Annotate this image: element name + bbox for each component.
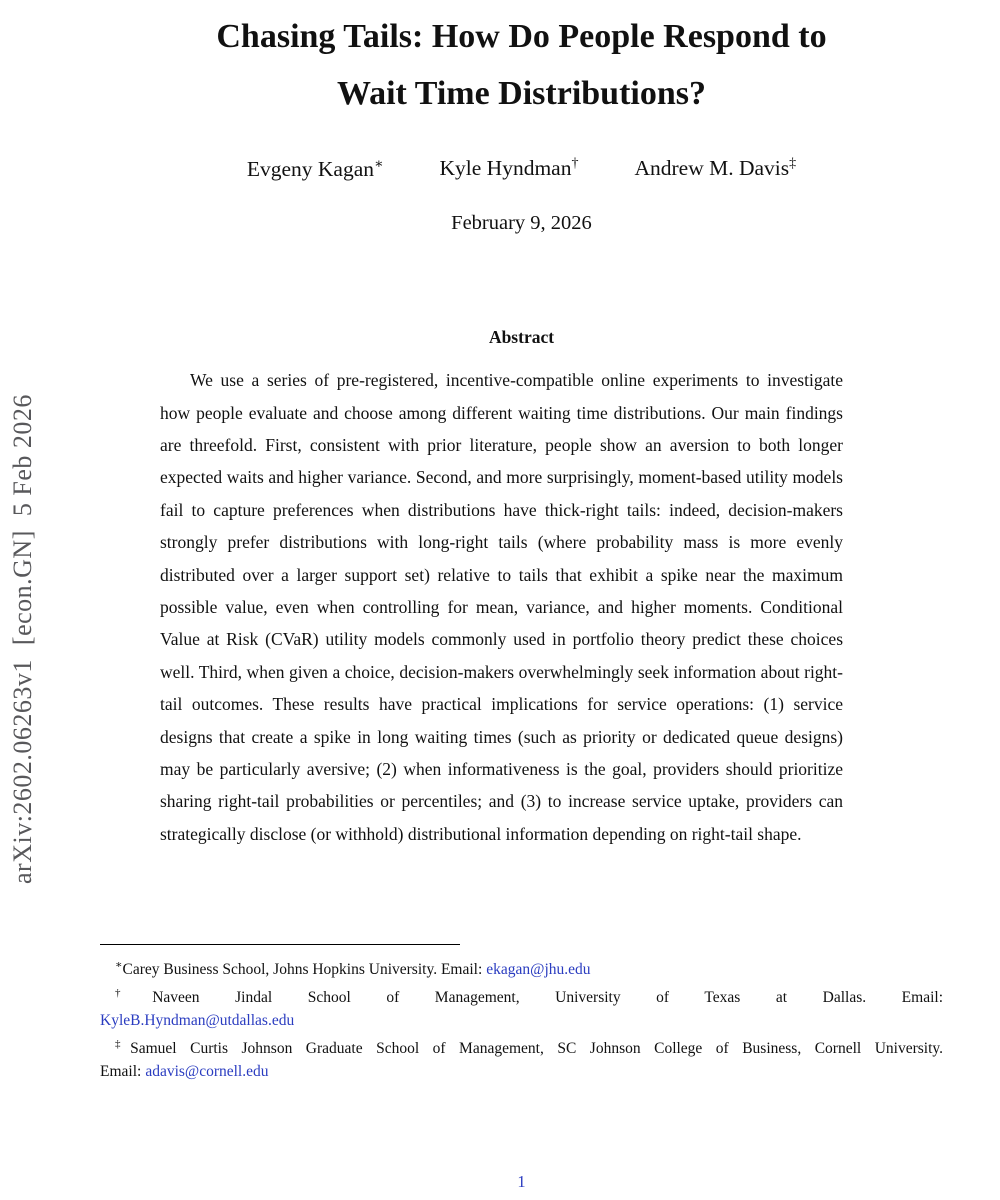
author-hyndman bbox=[440, 156, 579, 182]
footnote-text: Carey Business School, Johns Hopkins University. Email: bbox=[122, 961, 483, 979]
author-kagan bbox=[247, 156, 384, 182]
footnote-mark: ∗ bbox=[115, 959, 123, 971]
paper-page bbox=[100, 0, 943, 850]
footnote-davis bbox=[100, 1033, 943, 1084]
footnote-mark: ‡ bbox=[115, 1037, 131, 1050]
author-mark: † bbox=[571, 156, 579, 171]
footnote-text-line bbox=[100, 982, 943, 1010]
footnote-rule bbox=[100, 944, 460, 945]
footnote-hyndman bbox=[100, 982, 943, 1033]
email-link-hyndman[interactable]: KyleB.Hyndman@utdallas.edu bbox=[100, 1012, 295, 1030]
footnote-text: Naveen Jindal School of Management, University of Texas at Dallas. Email: bbox=[152, 988, 944, 1006]
email-link-davis[interactable]: adavis@cornell.edu bbox=[145, 1063, 269, 1081]
footnote-kagan bbox=[100, 954, 943, 982]
author-davis bbox=[634, 156, 796, 182]
author-mark: ‡ bbox=[789, 156, 797, 171]
author-list bbox=[100, 156, 943, 182]
title-line-2: Wait Time Distributions? bbox=[336, 75, 707, 112]
abstract-text: We use a series of pre-registered, incentive-compatible online experiments to investigate how people evaluate and choose among different waiting time distributions. Our main findings are threefold. First, consistent with prior literature, people show an aversion to both longer expected waits and higher variance. Second, and more surprisingly, moment-based utility models fail to capture preferences when distributions have thick-right tails: indeed, decision-makers strongly prefer distributions with long-right tails (where probability mass is more evenly distributed over a larger support set) relative to tails that exhibit a spike near the maximum possible value, even when controlling for mean, variance, and higher moments. Conditional Value at Risk (CVaR) utility models commonly used in portfolio theory predict these choices well. Third, when given a choice, decision-makers overwhelmingly seek information about right-tail outcomes. These results have practical implications for service operations: (1) service designs that create a spike in long waiting times (such as priority or dedicated queue designs) may be particularly aversive; (2) when informativeness is the goal, providers should prioritize sharing right-tail probabilities or percentiles; and (3) to increase service uptake, providers can strategically disclose (or withhold) distributional information depending on right-tail shape. bbox=[160, 370, 843, 844]
footnote-mark: † bbox=[115, 986, 153, 999]
paper-title bbox=[100, 8, 943, 122]
page-number: 1 bbox=[517, 1172, 526, 1191]
author-name: Evgeny Kagan bbox=[246, 157, 374, 182]
paper-date: February 9, 2026 bbox=[451, 212, 592, 235]
title-line-1: Chasing Tails: How Do People Respond to bbox=[216, 18, 827, 55]
footnote-text: Samuel Curtis Johnson Graduate School of Management, SC Johnson College of Business, Cornell University. Email: bbox=[100, 1039, 943, 1081]
author-mark: ∗ bbox=[374, 157, 384, 172]
arxiv-watermark: arXiv:2602.06263v1 [econ.GN] 5 Feb 2026 bbox=[8, 394, 37, 884]
footnotes-section bbox=[100, 944, 943, 1084]
author-name: Kyle Hyndman bbox=[439, 156, 572, 181]
email-link-kagan[interactable]: ekagan@jhu.edu bbox=[486, 961, 591, 979]
author-name: Andrew M. Davis bbox=[634, 156, 790, 181]
abstract-heading: Abstract bbox=[488, 327, 555, 348]
